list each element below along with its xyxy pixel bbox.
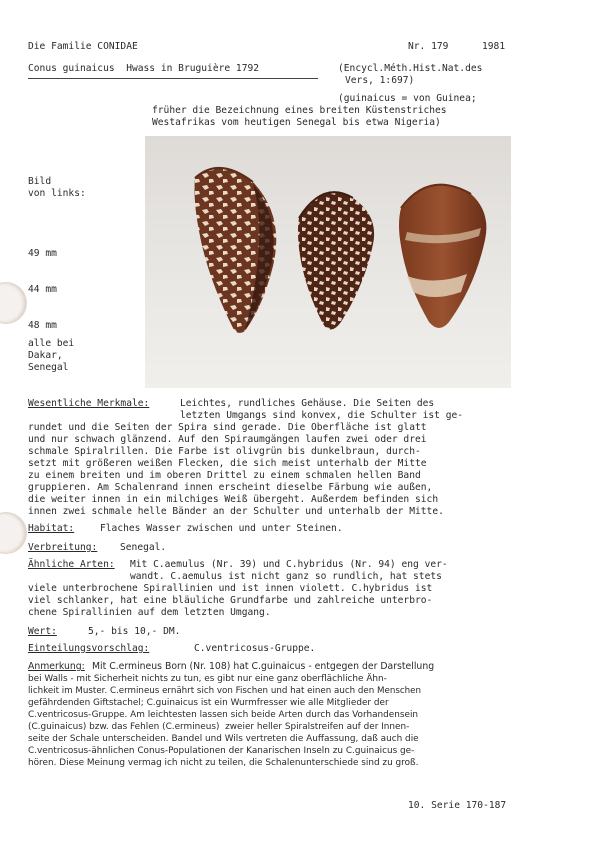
anmerkung-label: Anmerkung: [28, 661, 85, 672]
anmerkung-line-8: C.ventricosus-ähnlichen Conus-Populationen der Kanarischen Inseln zu C.guinaicus ge- [28, 746, 415, 756]
size-label-3: 48 mm [28, 320, 57, 331]
shell-2 [298, 192, 374, 329]
anmerkung-line-3: lichkeit im Muster. C.ermineus ernährt sich von Fischen und hat einen auch den Menschen [28, 686, 421, 696]
location-line-3: Senegal [28, 362, 69, 373]
merkmale-line-3: rundet und die Seiten der Spira sind gerade. Die Oberfläche ist glatt [28, 422, 427, 433]
family-heading: Die Familie CONIDAE [28, 41, 138, 52]
anmerkung-line-9: hören. Diese Meinung vermag ich nicht zu teilen, die Schalenunterschiede sind zu groß. [28, 758, 419, 768]
merkmale-line-7: zu einem breiten und im oberen Drittel zu einem schmalen hellen Band [28, 470, 421, 481]
merkmale-line-8: gruppieren. Am Schalenrand innen erscheint dieselbe Färbung wie außen, [28, 482, 433, 493]
species-reference-1: (Encycl.Méth.Hist.Nat.des [338, 63, 483, 74]
anmerkung-line-5: C.ventricosus-Gruppe. Am leichtesten lassen sich beide Arten durch das Vorhandensein [28, 710, 419, 720]
species-underline [28, 78, 318, 79]
aehnliche-line-1: Mit C.aemulus (Nr. 39) und C.hybridus (Nr. 94) eng ver- [130, 559, 448, 570]
size-label-2: 44 mm [28, 284, 57, 295]
punch-hole-top [0, 283, 26, 323]
einteilung-label: Einteilungsvorschlag: [28, 643, 150, 654]
size-label-1: 49 mm [28, 248, 57, 259]
von-links-label: von links: [28, 188, 86, 199]
merkmale-line-9: die weiter innen in ein milchiges Weiß übergeht. Außerdem befinden sich [28, 494, 439, 505]
shell-illustrations [145, 136, 511, 388]
verbreitung-label: Verbreitung: [28, 542, 98, 553]
location-line-1: alle bei [28, 338, 75, 349]
merkmale-line-1: Leichtes, rundliches Gehäuse. Die Seiten des [180, 398, 435, 409]
location-line-2: Dakar, [28, 350, 63, 361]
anmerkung-line-2: bei Walls - mit Sicherheit nichts zu tun, es gibt nur eine ganz oberflächliche Ähn- [28, 674, 387, 684]
species-reference-2: Vers, 1:697) [345, 75, 415, 86]
wert-label: Wert: [28, 626, 57, 637]
habitat-label: Habitat: [28, 523, 75, 534]
merkmale-line-4: und nur schwach glänzend. Auf den Spiraumgängen laufen zwei oder drei [28, 434, 427, 445]
aehnliche-line-4: viel schlanker, hat eine bläuliche Grundfarbe und zahlreiche unterbro- [28, 595, 433, 606]
aehnliche-line-2: wandt. C.aemulus ist nicht ganz so rundlich, hat stets [130, 571, 442, 582]
merkmale-line-2: letzten Umgangs sind konvex, die Schulter ist ge- [180, 410, 464, 421]
anmerkung-line-1: Mit C.ermineus Born (Nr. 108) hat C.guinaicus - entgegen der Darstellung [92, 661, 435, 672]
merkmale-label: Wesentliche Merkmale: [28, 398, 150, 409]
series-footer: 10. Serie 170-187 [408, 800, 507, 811]
anmerkung-line-6: (C.guinaicus) bzw. das Fehlen (C.ermineus) zweier heller Spiralstreifen auf der Innen- [28, 722, 410, 732]
anmerkung-line-4: gefährdenden Giftstachel; C.guinaicus ist ein Wurmfresser wie alle Mitglieder der [28, 698, 389, 708]
einteilung-text: C.ventricosus-Gruppe. [194, 643, 316, 654]
shell-3 [399, 185, 486, 328]
anmerkung-line-7: seite der Schale unterscheiden. Bandel und Wils vertreten die Auffassung, daß auch die [28, 734, 419, 744]
merkmale-line-10: innen zwei schmale helle Bänder an der Schulter und unterhalb der Mitte. [28, 506, 444, 517]
shell-photo [145, 136, 511, 388]
etymology-line-3: Westafrikas vom heutigen Senegal bis etwa Nigeria) [152, 117, 441, 128]
merkmale-line-6: setzt mit größeren weißen Flecken, die sich meist unterhalb der Mitte [28, 458, 427, 469]
species-name: Conus guinaicus Hwass in Bruguière 1792 [28, 63, 260, 74]
wert-text: 5,- bis 10,- DM. [88, 626, 181, 637]
merkmale-line-5: schmale Spiralrillen. Die Farbe ist olivgrün bis dunkelbraun, durch- [28, 446, 421, 457]
verbreitung-text: Senegal. [120, 542, 167, 553]
aehnliche-label: Ähnliche Arten: [28, 559, 115, 570]
etymology-line-1: (guinaicus = von Guinea; [338, 93, 477, 104]
catalog-number: Nr. 179 [408, 41, 449, 52]
etymology-line-2: früher die Bezeichnung eines breiten Küstenstriches [152, 105, 447, 116]
year: 1981 [482, 41, 506, 52]
aehnliche-line-3: viele unterbrochene Spirallinien und ist innen violett. C.hybridus ist [28, 583, 433, 594]
punch-hole-bottom [0, 513, 26, 553]
shell-1 [195, 168, 277, 333]
bild-label: Bild [28, 176, 52, 187]
aehnliche-line-5: chene Spirallinien auf dem letzten Umgang. [28, 607, 271, 618]
habitat-text: Flaches Wasser zwischen und unter Steinen. [100, 523, 343, 534]
